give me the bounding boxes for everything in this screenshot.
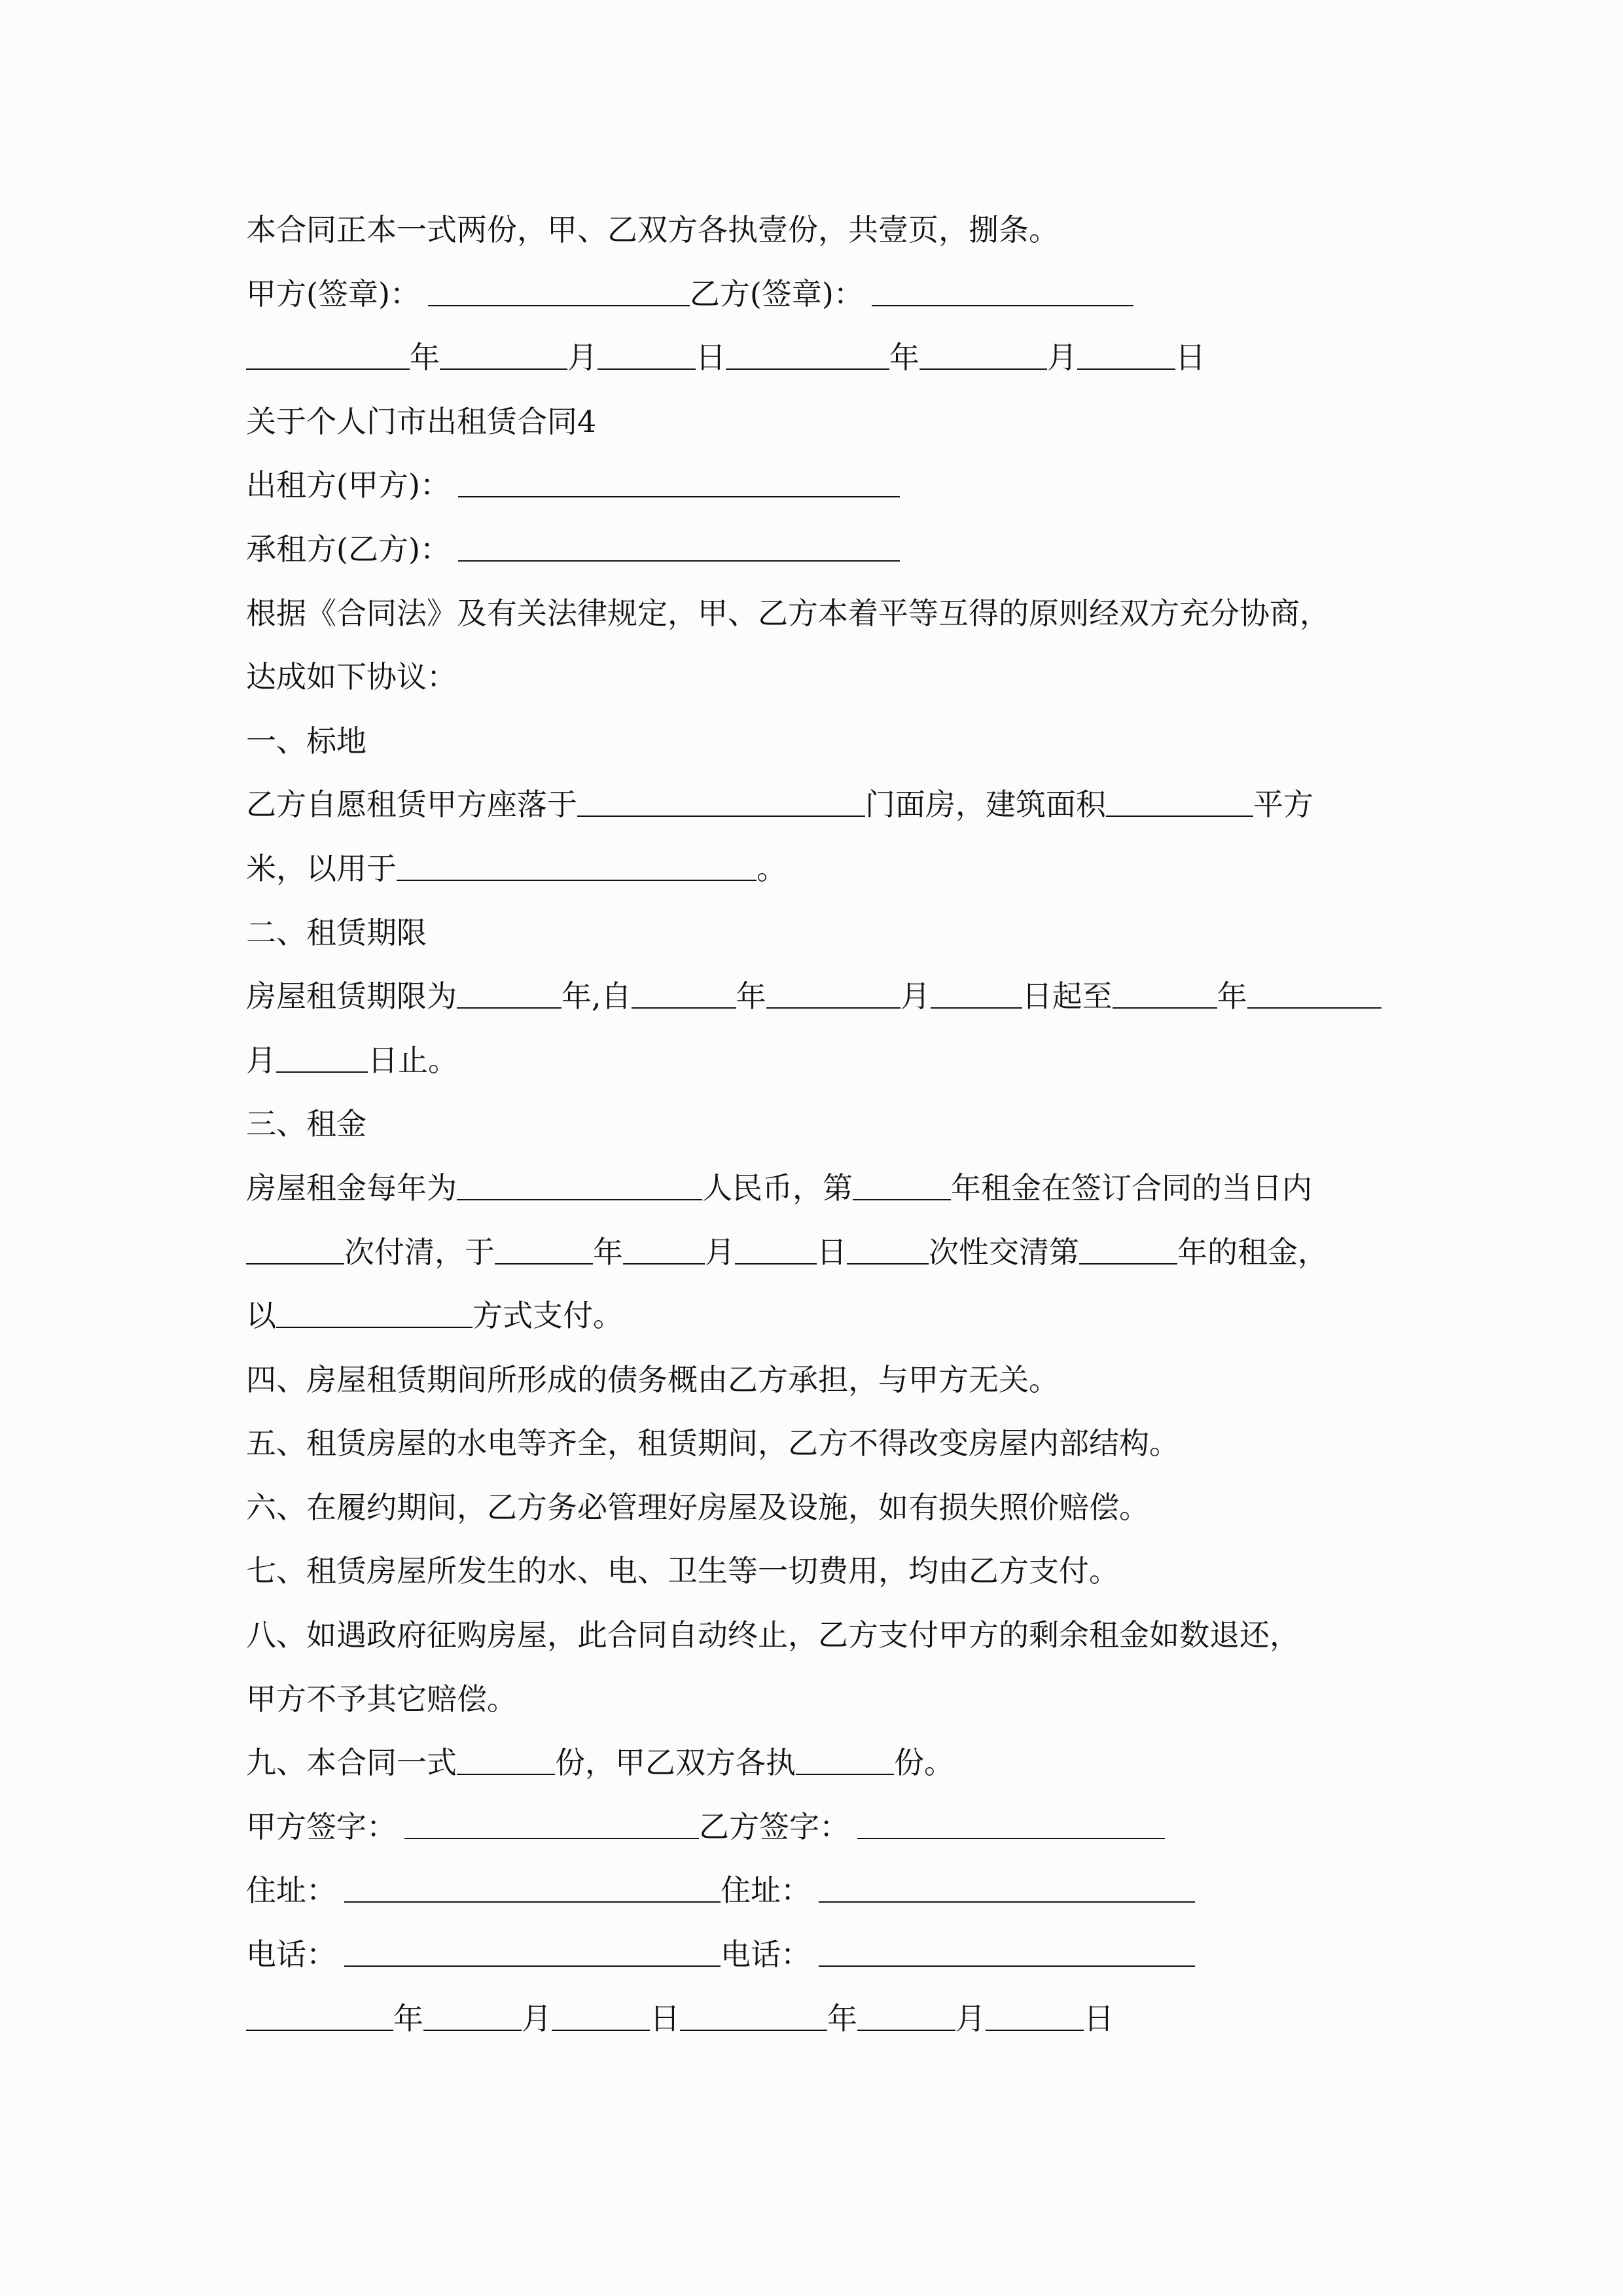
section-3-line-3	[246, 1294, 1398, 1358]
year-label: 年	[410, 340, 440, 376]
section-8-line-2	[246, 1677, 1398, 1742]
sign-b-day-blank[interactable]	[986, 1997, 1084, 2031]
month-label: 月	[955, 2000, 986, 2036]
section-2-line-1	[246, 975, 1398, 1039]
section-3-line-2	[246, 1230, 1398, 1295]
date-b-day-blank[interactable]	[1077, 336, 1175, 370]
start-day-blank[interactable]	[931, 975, 1022, 1009]
copies-statement-text: 本合同正本一式两份，甲、乙双方各执壹份，共壹页，捌条。	[246, 212, 1059, 247]
date-a-year-blank[interactable]	[246, 336, 410, 370]
end-day-blank[interactable]	[276, 1039, 368, 1073]
section-3-heading-text: 三、租金	[246, 1106, 366, 1142]
sign-b-month-blank[interactable]	[857, 1997, 955, 2031]
section-1-heading-text: 一、标地	[246, 723, 366, 759]
party-a-address-blank[interactable]	[344, 1869, 721, 1903]
section-3-text: 房屋租金每年为	[246, 1170, 457, 1206]
section-2-heading-text: 二、租赁期限	[246, 914, 427, 950]
party-a-seal-blank[interactable]	[428, 272, 690, 306]
section-9	[246, 1741, 1398, 1805]
section-6	[246, 1486, 1398, 1550]
payment-month-blank[interactable]	[623, 1230, 705, 1265]
section-3-line-1	[246, 1166, 1398, 1230]
signature-line	[246, 1805, 1398, 1869]
payment-year-blank[interactable]	[495, 1230, 593, 1265]
section-2-text: 月	[246, 1042, 276, 1078]
date-b-month-blank[interactable]	[919, 336, 1047, 370]
signature-date-line	[246, 1997, 1398, 2061]
end-year-blank[interactable]	[1113, 975, 1217, 1009]
year-label: 年	[393, 2000, 423, 2036]
section-3-text: 年的租金，	[1177, 1234, 1328, 1270]
sign-a-day-blank[interactable]	[552, 1997, 650, 2031]
section-9-text: 份。	[894, 1745, 954, 1781]
section-7	[246, 1549, 1398, 1613]
month-label: 月	[567, 340, 597, 376]
rent-year-count-blank[interactable]	[1079, 1230, 1177, 1265]
section-9-text: 九、本合同一式	[246, 1745, 457, 1781]
section-9-text: 份，甲乙双方各执	[555, 1745, 796, 1781]
party-b-address-label: 住址：	[721, 1873, 811, 1909]
section-3-text: 年租金在签订合同的当日内	[951, 1170, 1312, 1206]
section-7-text: 七、租赁房屋所发生的水、电、卫生等一切费用，均由乙方支付。	[246, 1553, 1119, 1589]
day-label: 日	[1175, 340, 1205, 376]
contract-title	[246, 400, 1398, 464]
rent-year-number-blank[interactable]	[853, 1166, 951, 1200]
date-a-day-blank[interactable]	[597, 336, 696, 370]
lessee-blank[interactable]	[458, 528, 900, 562]
section-2-heading	[246, 911, 1398, 975]
party-b-address-blank[interactable]	[819, 1869, 1195, 1903]
party-a-signature-blank[interactable]	[404, 1805, 699, 1839]
sign-b-year-blank[interactable]	[680, 1997, 827, 2031]
section-3-text: 日	[817, 1234, 847, 1270]
section-3-text: 以	[246, 1298, 276, 1334]
section-1-heading	[246, 719, 1398, 783]
section-1-text: 门面房，建筑面积	[865, 787, 1106, 823]
section-3-text: 人民币，第	[702, 1170, 853, 1206]
day-label: 日	[696, 340, 726, 376]
contract-title-text: 关于个人门市出租赁合同4	[246, 403, 597, 439]
payment-method-blank[interactable]	[276, 1294, 473, 1328]
section-2-text: 年	[736, 978, 766, 1014]
section-1-text: 平方	[1253, 787, 1313, 823]
start-month-blank[interactable]	[766, 975, 901, 1009]
day-label: 日	[1084, 2000, 1114, 2036]
party-b-phone-label: 电话：	[721, 1937, 811, 1973]
section-2-text: 日起至	[1022, 978, 1113, 1014]
section-8-text: 甲方不予其它赔偿。	[246, 1681, 517, 1717]
section-3-text: 年	[593, 1234, 623, 1270]
section-1-text: 。	[757, 850, 787, 886]
party-b-phone-blank[interactable]	[819, 1933, 1195, 1967]
party-a-phone-blank[interactable]	[344, 1933, 721, 1967]
lessee-line	[246, 528, 1398, 592]
lessor-label: 出租方(甲方)：	[246, 467, 450, 503]
day-label: 日	[650, 2000, 680, 2036]
address-line	[246, 1869, 1398, 1933]
copies-each-blank[interactable]	[796, 1741, 894, 1775]
area-blank[interactable]	[1106, 783, 1253, 817]
party-b-signature-blank[interactable]	[857, 1805, 1165, 1839]
section-3-text: 次付清，于	[344, 1234, 495, 1270]
copies-statement	[246, 208, 1398, 272]
payment-day-blank[interactable]	[735, 1230, 817, 1265]
section-1-line-1	[246, 783, 1398, 847]
contract-page	[246, 208, 1398, 2060]
section-8-text: 八、如遇政府征购房屋，此合同自动终止，乙方支付甲方的剩余租金如数退还，	[246, 1617, 1300, 1653]
section-5-text: 五、租赁房屋的水电等齐全，租赁期间，乙方不得改变房屋内部结构。	[246, 1426, 1179, 1462]
section-2-line-2	[246, 1039, 1398, 1103]
year-label: 年	[827, 2000, 857, 2036]
section-8-line-1	[246, 1613, 1398, 1677]
month-label: 月	[1047, 340, 1077, 376]
section-1-line-2	[246, 847, 1398, 911]
section-4-text: 四、房屋租赁期间所形成的债务概由乙方承担，与甲方无关。	[246, 1361, 1059, 1397]
usage-blank[interactable]	[397, 847, 757, 881]
party-a-address-label: 住址：	[246, 1873, 336, 1909]
section-2-text: 月	[900, 978, 931, 1014]
intro-line-1	[246, 592, 1398, 656]
month-label: 月	[522, 2000, 552, 2036]
total-copies-blank[interactable]	[457, 1741, 555, 1775]
end-month-blank[interactable]	[1247, 975, 1382, 1009]
sign-a-year-blank[interactable]	[246, 1997, 393, 2031]
section-2-text: 房屋租赁期限为	[246, 978, 457, 1014]
seal-date-line	[246, 336, 1398, 400]
term-years-blank[interactable]	[457, 975, 562, 1009]
phone-line	[246, 1933, 1398, 1997]
payment-times-blank[interactable]	[246, 1230, 344, 1265]
sign-a-month-blank[interactable]	[423, 1997, 522, 2031]
section-1-text: 米，以用于	[246, 850, 397, 886]
year-label: 年	[889, 340, 919, 376]
party-a-phone-label: 电话：	[246, 1937, 336, 1973]
section-3-text: 月	[705, 1234, 735, 1270]
section-2-text: 年,自	[562, 978, 632, 1014]
location-blank[interactable]	[577, 783, 865, 817]
party-a-seal-label: 甲方(签章)：	[246, 276, 420, 312]
lessee-label: 承租方(乙方)：	[246, 531, 450, 567]
start-year-blank[interactable]	[632, 975, 736, 1009]
section-1-text: 乙方自愿租赁甲方座落于	[246, 787, 577, 823]
intro-text-1: 根据《合同法》及有关法律规定，甲、乙方本着平等互得的原则经双方充分协商，	[246, 595, 1330, 631]
intro-line-2	[246, 655, 1398, 719]
section-3-text: 次性交清第	[929, 1234, 1079, 1270]
section-3-text: 方式支付。	[473, 1298, 623, 1334]
section-2-text: 年	[1217, 978, 1247, 1014]
party-b-seal-label: 乙方(签章)：	[689, 276, 864, 312]
section-2-text: 日止。	[368, 1042, 458, 1078]
date-a-month-blank[interactable]	[440, 336, 567, 370]
annual-rent-blank[interactable]	[457, 1166, 702, 1200]
seal-line	[246, 272, 1398, 336]
party-b-seal-blank[interactable]	[872, 272, 1133, 306]
party-b-signature-label: 乙方签字：	[699, 1808, 849, 1844]
section-4	[246, 1358, 1398, 1422]
section-3-heading	[246, 1102, 1398, 1166]
payment-once-blank[interactable]	[847, 1230, 929, 1265]
section-6-text: 六、在履约期间，乙方务必管理好房屋及设施，如有损失照价赔偿。	[246, 1489, 1149, 1525]
intro-text-2: 达成如下协议：	[246, 659, 457, 695]
section-5	[246, 1422, 1398, 1486]
lessor-blank[interactable]	[458, 463, 900, 497]
date-b-year-blank[interactable]	[726, 336, 889, 370]
lessor-line	[246, 463, 1398, 528]
party-a-signature-label: 甲方签字：	[246, 1808, 397, 1844]
